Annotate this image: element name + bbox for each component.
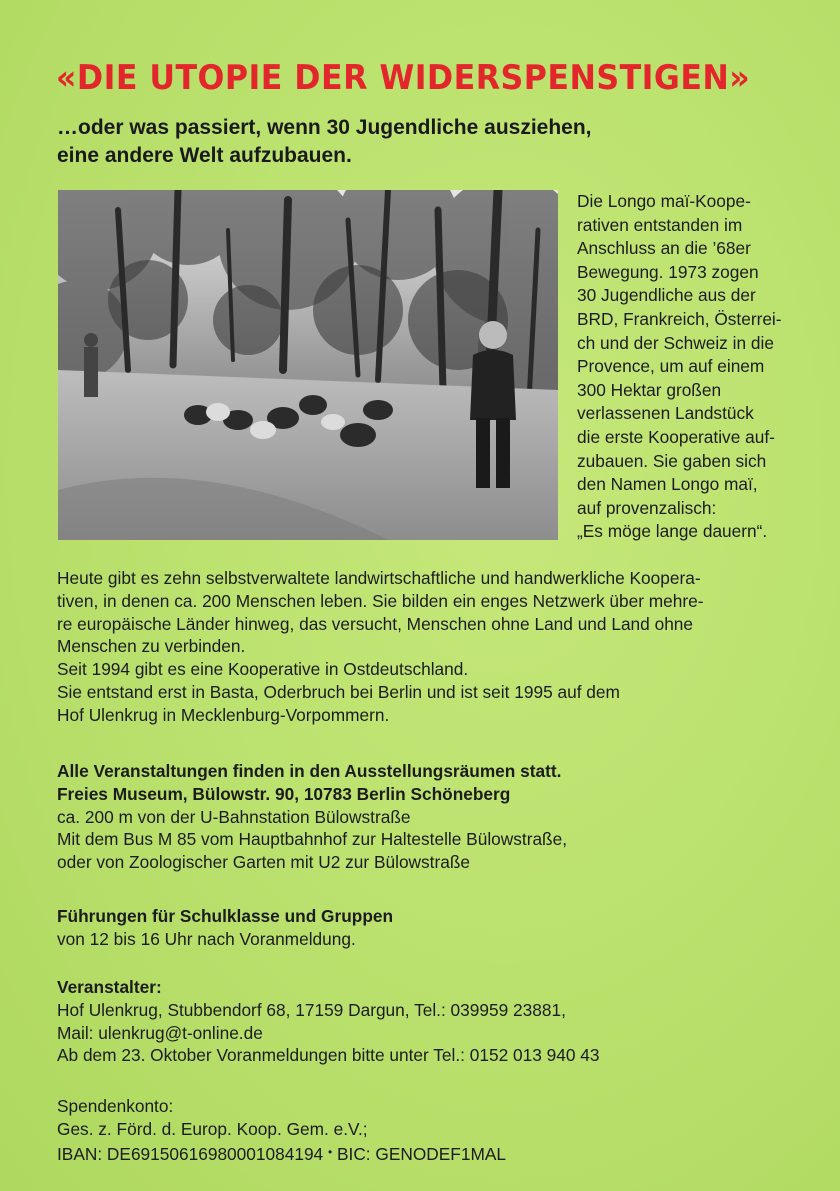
organizer-heading: Veranstalter: [57,977,162,997]
subtitle [57,114,757,170]
organizer-email[interactable]: Mail: ulenkrug@t-online.de [57,1022,263,1043]
tours-text: von 12 bis 16 Uhr nach Voranmeldung. [57,928,356,949]
venue-address: Freies Museum, Bülowstr. 90, 10783 Berlin Schöneberg [57,783,511,804]
side-line: rativen entstanden im [577,214,743,235]
donation-section [57,1095,817,1165]
side-line: Anschluss an die ’68er [577,238,751,259]
intro-line: Hof Ulenkrug in Mecklenburg-Vorpommern. [57,704,390,725]
subtitle-line: eine andere Welt aufzubauen. [57,144,352,167]
side-line: 300 Hektar großen [577,379,722,400]
donation-account: Ges. z. Förd. d. Europ. Koop. Gem. e.V.; [57,1118,368,1139]
intro-line: tiven, in denen ca. 200 Menschen leben. Sie bilden ein enges Netzwerk über mehre- [57,590,704,611]
side-line: die erste Kooperative auf- [577,426,775,447]
side-line: auf provenzalisch: [577,497,717,518]
venue-line: Mit dem Bus M 85 vom Hauptbahnhof zur Haltestelle Bülowstraße, [57,829,568,850]
goats-forest-photo [58,190,558,540]
side-text [577,190,817,544]
page-title: «DIE UTOPIE DER WIDERSPENSTIGEN» [56,58,751,98]
side-line: verlassenen Landstück [577,403,754,424]
side-line: Provence, um auf einem [577,356,765,377]
venue-section [57,760,817,874]
side-line: BRD, Frankreich, Österrei- [577,308,782,329]
photo-illustration [58,190,558,540]
venue-line: ca. 200 m von der U-Bahnstation Bülowstraße [57,806,411,827]
intro-line: Heute gibt es zehn selbstverwaltete landwirtschaftliche und handwerkliche Koopera- [57,568,701,588]
donation-iban: IBAN: DE69150616980001084194 [57,1143,324,1164]
organizer-line: Hof Ulenkrug, Stubbendorf 68, 17159 Dargun, Tel.: 039959 23881, [57,999,566,1020]
intro-line: Menschen zu verbinden. [57,636,246,657]
side-line: Bewegung. 1973 zogen [577,261,759,282]
side-line: den Namen Longo maï, [577,474,758,495]
intro-line: Sie entstand erst in Basta, Oderbruch bei Berlin und ist seit 1995 auf dem [57,681,620,702]
organizer-section [57,976,817,1067]
side-line: 30 Jugendliche aus der [577,285,756,306]
intro-line: Seit 1994 gibt es eine Kooperative in Ostdeutschland. [57,659,469,680]
tours-section [57,905,817,951]
subtitle-line: …oder was passiert, wenn 30 Jugendliche ausziehen, [57,116,592,139]
intro-paragraph [57,567,817,727]
venue-line: oder von Zoologischer Garten mit U2 zur Bülowstraße [57,852,471,873]
donation-label: Spendenkonto: [57,1096,174,1116]
donation-bank-line [57,1141,817,1166]
side-line: ch und der Schweiz in die [577,332,774,353]
tours-heading: Führungen für Schulklasse und Gruppen [57,906,394,926]
separator-dot: • [327,1144,333,1159]
side-line: Die Longo maï-Koope- [577,191,751,211]
side-line: zubauen. Sie gaben sich [577,450,767,471]
donation-bic: BIC: GENODEF1MAL [337,1143,507,1164]
venue-heading: Alle Veranstaltungen finden in den Ausstellungsräumen statt. [57,761,562,781]
organizer-line: Ab dem 23. Oktober Voranmeldungen bitte unter Tel.: 0152 013 940 43 [57,1045,600,1066]
side-line: „Es möge lange dauern“. [577,521,768,542]
intro-line: re europäische Länder hinweg, das versucht, Menschen ohne Land und Land ohne [57,613,694,634]
